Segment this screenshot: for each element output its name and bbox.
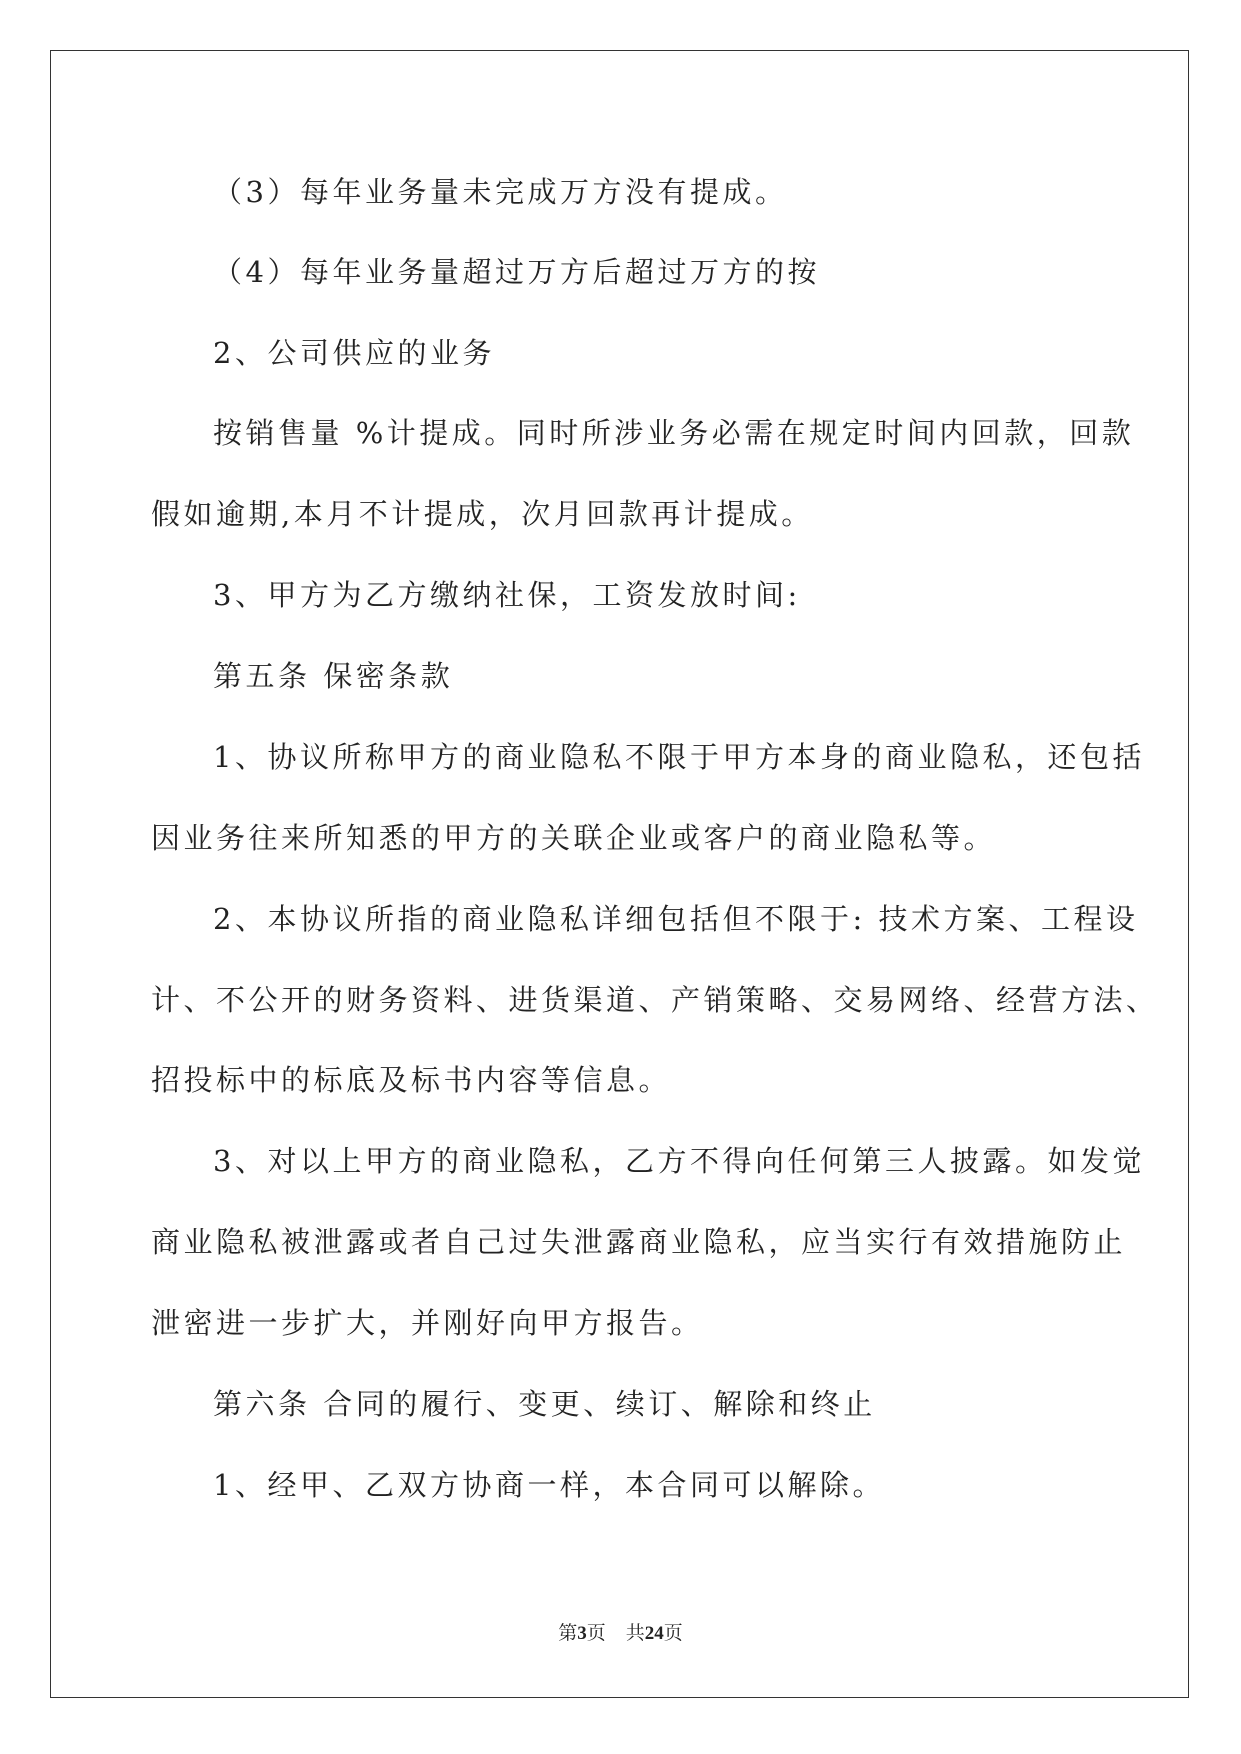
footer-page-number: 3 <box>577 1623 587 1644</box>
paragraph-line: 3、对以上甲方的商业隐私，乙方不得向任何第三人披露。如发觉 <box>213 1144 1145 1178</box>
footer-page-suffix: 页 <box>586 1623 606 1644</box>
paragraph-line: （4）每年业务量超过万方后超过万方的按 <box>213 255 820 289</box>
paragraph-line: 1、经甲、乙双方协商一样，本合同可以解除。 <box>213 1468 885 1502</box>
footer-page-prefix: 第 <box>558 1623 578 1644</box>
section-heading: 第六条 合同的履行、变更、续订、解除和终止 <box>213 1387 876 1421</box>
paragraph-line: 泄密进一步扩大，并刚好向甲方报告。 <box>151 1306 704 1340</box>
paragraph-line: 1、协议所称甲方的商业隐私不限于甲方本身的商业隐私，还包括 <box>213 740 1145 774</box>
paragraph-line: 3、甲方为乙方缴纳社保，工资发放时间: <box>213 578 801 612</box>
paragraph-line: 假如逾期,本月不计提成，次月回款再计提成。 <box>151 497 814 531</box>
paragraph-line: 2、本协议所指的商业隐私详细包括但不限于: 技术方案、工程设 <box>213 902 1139 936</box>
paragraph-line: 商业隐私被泄露或者自己过失泄露商业隐私，应当实行有效措施防止 <box>151 1225 1127 1259</box>
paragraph-line: 因业务往来所知悉的甲方的关联企业或客户的商业隐私等。 <box>151 821 997 855</box>
paragraph-line: 计、不公开的财务资料、进货渠道、产销策略、交易网络、经营方法、 <box>151 983 1159 1017</box>
paragraph-line: 招投标中的标底及标书内容等信息。 <box>151 1063 672 1097</box>
footer-total-prefix: 共 <box>625 1623 645 1644</box>
page-footer <box>0 1622 1241 1646</box>
paragraph-line: 2、公司供应的业务 <box>213 336 495 370</box>
paragraph-line: （3）每年业务量未完成万方没有提成。 <box>213 175 788 209</box>
paragraph-line: 按销售量 %计提成。同时所涉业务必需在规定时间内回款，回款 <box>213 416 1135 450</box>
footer-total-pages: 24 <box>644 1623 664 1644</box>
footer-total-suffix: 页 <box>663 1623 683 1644</box>
page-border <box>50 50 1189 1698</box>
section-heading: 第五条 保密条款 <box>213 659 454 693</box>
